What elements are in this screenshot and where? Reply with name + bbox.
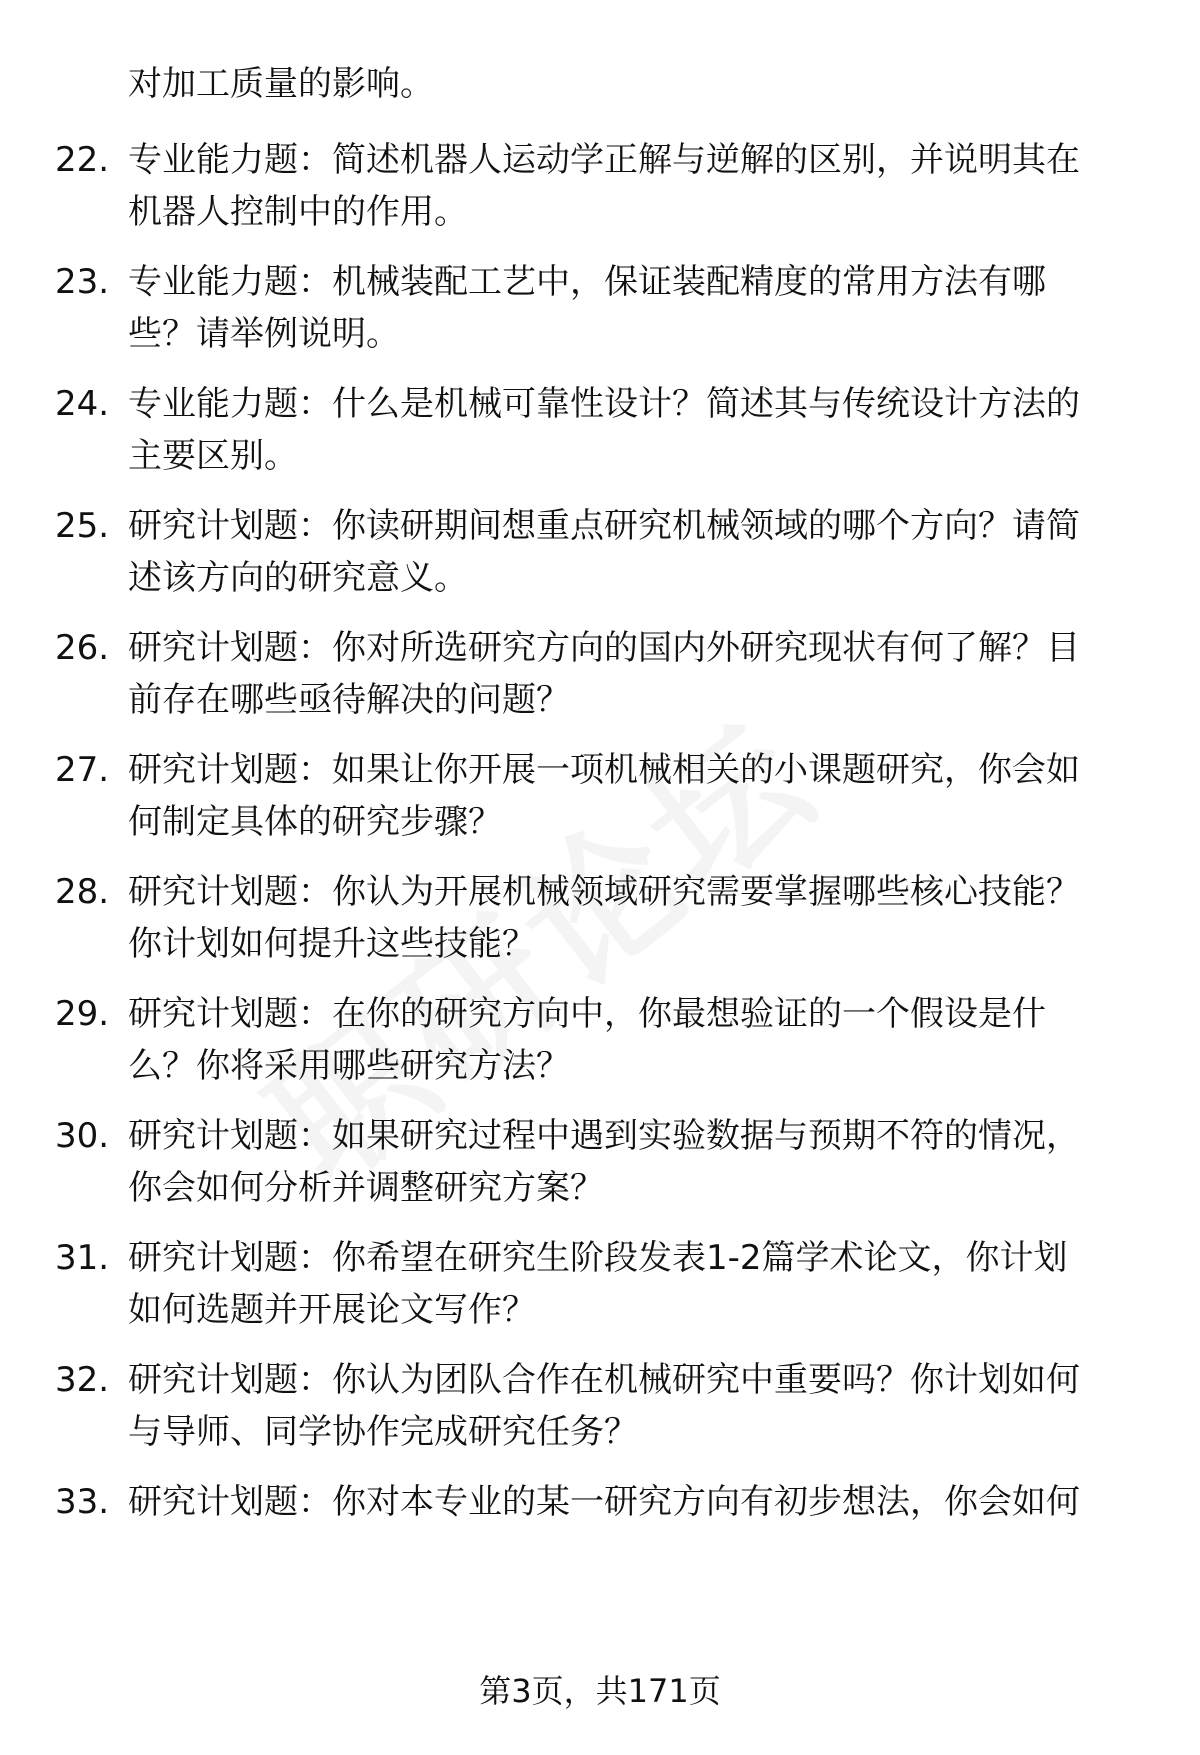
question-number: 25. [55, 506, 110, 546]
question-text [128, 1476, 1148, 1528]
question-text-line: 如何选题并开展论文写作？ [128, 1290, 536, 1330]
question-number: 27. [55, 750, 110, 790]
question-text-line: 与导师、同学协作完成研究任务？ [128, 1412, 638, 1452]
question-text [128, 1232, 1148, 1336]
question-number: 23. [55, 262, 110, 302]
list-item [0, 744, 1200, 848]
question-text [128, 622, 1148, 726]
question-text-line: 前存在哪些亟待解决的问题？ [128, 680, 570, 720]
list-item [0, 866, 1200, 970]
question-text [128, 256, 1148, 360]
list-item [0, 988, 1200, 1092]
continuation-text: 对加工质量的影响。 [128, 64, 434, 104]
question-text-line: 研究计划题：在你的研究方向中，你最想验证的一个假设是什 [128, 994, 1046, 1034]
question-text-line: 研究计划题：如果让你开展一项机械相关的小课题研究，你会如 [128, 750, 1080, 790]
question-text [128, 134, 1148, 238]
question-text-line: 研究计划题：你对本专业的某一研究方向有初步想法，你会如何 [128, 1482, 1080, 1522]
question-text-line: 研究计划题：你对所选研究方向的国内外研究现状有何了解？目 [128, 628, 1080, 668]
page-footer: 第3页，共171页 [479, 1672, 721, 1710]
list-item [0, 134, 1200, 238]
list-item [0, 1476, 1200, 1580]
question-text-line: 机器人控制中的作用。 [128, 192, 468, 232]
question-text-line: 专业能力题：什么是机械可靠性设计？简述其与传统设计方法的 [128, 384, 1080, 424]
question-text-line: 你会如何分析并调整研究方案？ [128, 1168, 604, 1208]
question-text-line: 研究计划题：你认为开展机械领域研究需要掌握哪些核心技能？ [128, 872, 1080, 912]
list-item [0, 500, 1200, 604]
question-text-line: 专业能力题：机械装配工艺中，保证装配精度的常用方法有哪 [128, 262, 1046, 302]
question-text [128, 500, 1148, 604]
list-item [0, 256, 1200, 360]
question-number: 31. [55, 1238, 110, 1278]
question-text-line: 研究计划题：如果研究过程中遇到实验数据与预期不符的情况， [128, 1116, 1080, 1156]
list-item [0, 1354, 1200, 1458]
question-text [128, 988, 1148, 1092]
question-text [128, 1354, 1148, 1458]
question-text-line: 主要区别。 [128, 436, 298, 476]
question-text [128, 378, 1148, 482]
question-text [128, 744, 1148, 848]
question-number: 26. [55, 628, 110, 668]
question-text [128, 866, 1148, 970]
list-item [0, 378, 1200, 482]
list-item [0, 622, 1200, 726]
question-text-line: 么？你将采用哪些研究方法？ [128, 1046, 570, 1086]
question-text-line: 专业能力题：简述机器人运动学正解与逆解的区别，并说明其在 [128, 140, 1080, 180]
question-number: 29. [55, 994, 110, 1034]
question-number: 33. [55, 1482, 110, 1522]
question-number: 28. [55, 872, 110, 912]
question-number: 22. [55, 140, 110, 180]
question-text-line: 研究计划题：你认为团队合作在机械研究中重要吗？你计划如何 [128, 1360, 1080, 1400]
list-item [0, 1232, 1200, 1336]
question-number: 24. [55, 384, 110, 424]
question-number: 32. [55, 1360, 110, 1400]
question-text-line: 何制定具体的研究步骤？ [128, 802, 502, 842]
question-text [128, 1110, 1148, 1214]
question-text-line: 研究计划题：你希望在研究生阶段发表1-2篇学术论文，你计划 [128, 1238, 1068, 1278]
question-text-line: 你计划如何提升这些技能？ [128, 924, 536, 964]
question-text-line: 述该方向的研究意义。 [128, 558, 468, 598]
list-item [0, 1110, 1200, 1214]
question-number: 30. [55, 1116, 110, 1156]
question-text-line: 些？请举例说明。 [128, 314, 400, 354]
question-text-line: 研究计划题：你读研期间想重点研究机械领域的哪个方向？请简 [128, 506, 1080, 546]
